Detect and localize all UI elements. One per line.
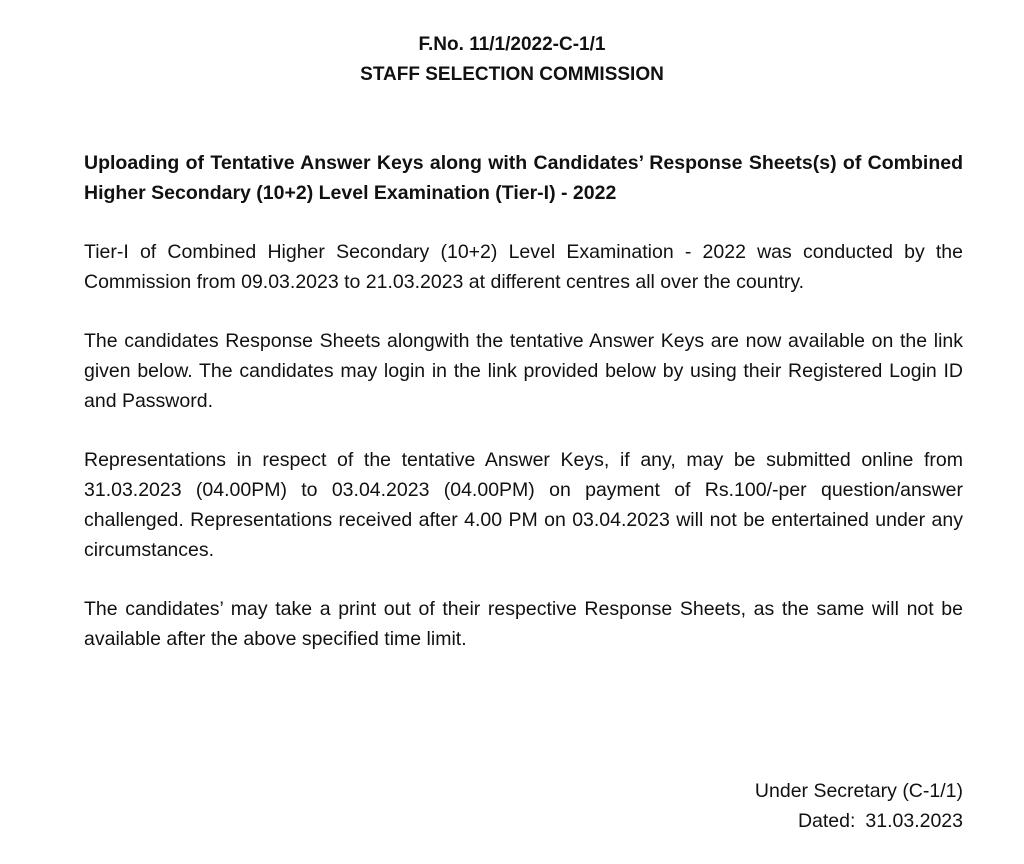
paragraph-exam-conducted: Tier-I of Combined Higher Secondary (10+2) Level Examination - 2022 was conducted by the Commission from 09.03.2023 to 21.03.2023 at different centres all over the country.	[84, 241, 963, 293]
notice-header	[0, 30, 1024, 90]
signatory-designation: Under Secretary (C-1/1)	[754, 780, 963, 802]
paragraph-response-sheets: The candidates Response Sheets alongwith the tentative Answer Keys are now available on the link given below. The candidates may login in the link provided below by using their Registered Login ID and Password.	[84, 330, 963, 412]
dated-value: 31.03.2023	[865, 810, 963, 832]
paragraph-print-out: The candidates’ may take a print out of their respective Response Sheets, as the same will not be available after the above specified time limit.	[84, 598, 963, 650]
signature-block	[755, 776, 963, 836]
notice-body	[84, 148, 963, 683]
dated-line	[755, 806, 963, 836]
notice-subject: Uploading of Tentative Answer Keys along with Candidates’ Response Sheets(s) of Combined Higher Secondary (10+2) Level Examination (Tier-I) - 2022	[84, 152, 963, 204]
organization-name: STAFF SELECTION COMMISSION	[360, 64, 664, 85]
paragraph-representations: Representations in respect of the tentative Answer Keys, if any, may be submitted online from 31.03.2023 (04.00PM) to 03.04.2023 (04.00PM) on payment of Rs.100/-per question/answer challenged. Representations received after 4.00 PM on 03.04.2023 will not be entertained under any circumstances.	[84, 449, 963, 561]
dated-label: Dated:	[797, 810, 856, 832]
file-number: F.No. 11/1/2022-C-1/1	[418, 34, 606, 55]
